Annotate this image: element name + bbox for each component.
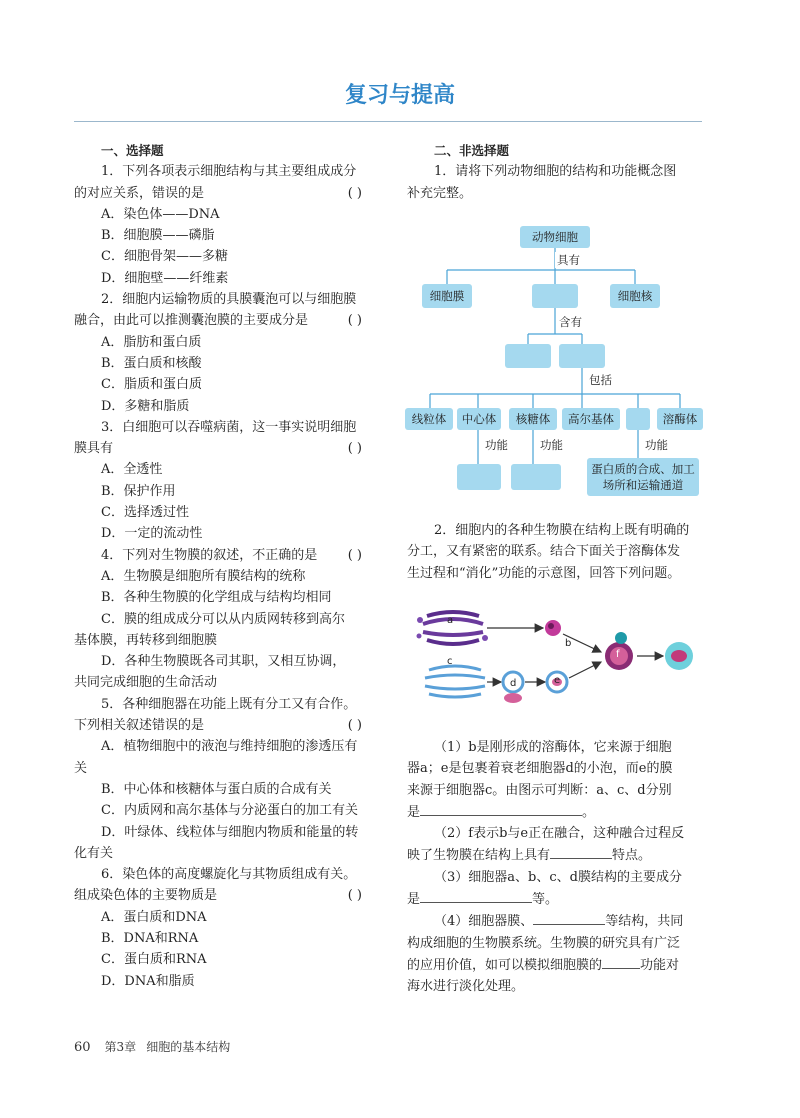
option: B．中心体和核糖体与蛋白质的合成有关 — [101, 781, 332, 797]
answer-bracket: ( ) — [347, 718, 362, 734]
option: C．内质网和高尔基体与分泌蛋白的加工有关 — [101, 803, 358, 819]
question-stem: 3．白细胞可以吞噬病菌，这一事实说明细胞 — [101, 419, 357, 435]
node-lysosome: 溶酶体 — [657, 408, 703, 430]
question-stem: 2．细胞内运输物质的具膜囊泡可以与细胞膜 — [101, 292, 357, 308]
endoplasmic-reticulum-c — [425, 666, 485, 697]
node-animal-cell: 动物细胞 — [520, 226, 590, 248]
answer-bracket: ( ) — [347, 441, 362, 457]
node-blank-2 — [559, 344, 605, 368]
option: C．细胞骨架——多糖 — [101, 249, 228, 265]
chapter-title: 细胞的基本结构 — [146, 1040, 231, 1054]
option: D．叶绿体、线粒体与细胞内物质和能量的转 — [101, 824, 359, 840]
answer-bracket: ( ) — [347, 888, 362, 904]
question-2-parts — [407, 737, 702, 998]
node-blank-er — [626, 408, 650, 430]
node-nucleus: 细胞核 — [610, 284, 660, 308]
label-function: 功能 — [485, 438, 508, 452]
question-stem: 1．请将下列动物细胞的结构和功能概念图 — [434, 164, 677, 180]
concept-map — [405, 222, 705, 502]
question-stem-cont: 下列相关叙述错误的是 ( ) — [74, 715, 374, 736]
question-stem-cont: 融合，由此可以推测囊泡膜的主要成分是 ( ) — [74, 310, 374, 331]
node-blank-cytoplasm — [532, 284, 578, 308]
option: A．脂肪和蛋白质 — [101, 334, 202, 350]
question-stem: 1．下列各项表示细胞结构与其主要组成成分 — [101, 164, 357, 180]
right-column-top — [407, 140, 702, 204]
subquestion-cont: 器a；e是包裹着衰老细胞器d的小泡，而e的膜 — [407, 761, 673, 777]
node-er-function: 蛋白质的合成、加工场所和运输通道 — [587, 458, 699, 496]
node-mitochondria: 线粒体 — [405, 408, 453, 430]
option: A．蛋白质和DNA — [101, 909, 207, 925]
node-ribosome: 核糖体 — [509, 408, 557, 430]
node-blank-fn1 — [457, 464, 501, 490]
option: C．选择透过性 — [101, 505, 189, 521]
option: D．一定的流动性 — [101, 526, 203, 542]
node-cell-membrane: 细胞膜 — [422, 284, 472, 308]
option: A．生物膜是细胞所有膜结构的统称 — [101, 568, 306, 584]
node-centrosome: 中心体 — [457, 408, 501, 430]
fig-label-f: f — [616, 649, 620, 660]
option-cont: 基体膜，再转移到细胞膜 — [74, 632, 218, 648]
label-function: 功能 — [645, 438, 668, 452]
subquestion-cont: 来源于细胞器c。由图示可判断：a、c、d分别 — [407, 782, 672, 798]
option-cont: 共同完成细胞的生命活动 — [74, 675, 218, 691]
subquestion-cont: 是 。 — [407, 801, 702, 823]
node-blank-1 — [505, 344, 551, 368]
option: C．蛋白质和RNA — [101, 952, 207, 968]
answer-blank[interactable] — [533, 910, 605, 925]
subquestion-cont: 海水进行淡化处理。 — [407, 979, 525, 995]
chapter-label: 第3章 — [104, 1040, 137, 1054]
question-stem-cont: 组成染色体的主要物质是 ( ) — [74, 885, 374, 906]
option: B．保护作用 — [101, 483, 176, 499]
fig-label-c: c — [447, 656, 453, 667]
option: D．多糖和脂质 — [101, 398, 190, 414]
option: D．各种生物膜既各司其职，又相互协调， — [101, 654, 346, 670]
fig-label-d: d — [510, 678, 517, 689]
question-stem: 2．细胞内的各种生物膜在结构上既有明确的 — [434, 523, 690, 538]
node-golgi: 高尔基体 — [562, 408, 620, 430]
page-title: 复习与提高 — [344, 83, 455, 108]
label-contains: 含有 — [559, 315, 582, 329]
fig-label-b: b — [565, 638, 572, 649]
option-cont: 关 — [74, 760, 88, 776]
question-stem-cont: 膜具有 ( ) — [74, 438, 374, 459]
question-stem: 4．下列对生物膜的叙述，不正确的是 ( ) — [74, 545, 374, 566]
question-stem-cont: 的对应关系，错误的是 ( ) — [74, 183, 374, 204]
question-stem-cont: 分工，又有紧密的联系。结合下面关于溶酶体发 — [407, 544, 681, 560]
option: B．DNA和RNA — [101, 930, 199, 946]
subquestion-cont: 的应用价值，如可以模拟细胞膜的 功能对 — [407, 954, 702, 976]
page-footer — [74, 1038, 230, 1055]
option: D．细胞壁——纤维素 — [101, 270, 229, 286]
label-includes: 包括 — [589, 373, 612, 387]
answer-blank[interactable] — [602, 954, 640, 969]
option: B．细胞膜——磷脂 — [101, 228, 215, 244]
lysosome-diagram — [415, 608, 705, 718]
question-2-intro — [407, 520, 702, 584]
option-cont: 化有关 — [74, 845, 114, 861]
answer-bracket: ( ) — [347, 547, 362, 563]
subquestion: （2）f表示b与e正在融合，这种融合过程反 — [434, 826, 685, 842]
option: C．脂质和蛋白质 — [101, 377, 202, 393]
question-stem-cont: 补充完整。 — [407, 185, 473, 201]
label-has: 具有 — [557, 253, 580, 267]
subquestion: （1）b是刚形成的溶酶体，它来源于细胞 — [434, 740, 672, 755]
section-heading: 二、非选择题 — [434, 143, 510, 158]
option: A．全透性 — [101, 462, 163, 478]
option: A．植物细胞中的液泡与维持细胞的渗透压有 — [101, 739, 358, 755]
question-stem-cont: 生过程和“消化”功能的示意图，回答下列问题。 — [407, 565, 681, 581]
node-blank-fn2 — [511, 464, 561, 490]
subquestion: （3）细胞器a、b、c、d膜结构的主要成分 — [434, 869, 682, 885]
subquestion-cont: 构成细胞的生物膜系统。生物膜的研究具有广泛 — [407, 935, 681, 951]
title-divider — [74, 121, 702, 122]
answer-bracket: ( ) — [347, 313, 362, 329]
fig-label-e: e — [554, 675, 561, 686]
option: B．蛋白质和核酸 — [101, 355, 202, 371]
answer-blank[interactable] — [550, 844, 612, 859]
option: B．各种生物膜的化学组成与结构均相同 — [101, 590, 332, 606]
question-stem: 5．各种细胞器在功能上既有分工又有合作。 — [101, 696, 357, 712]
subquestion-cont: 是 等。 — [407, 888, 702, 910]
subquestion-cont: 映了生物膜在结构上具有 特点。 — [407, 844, 702, 866]
answer-bracket: ( ) — [347, 185, 362, 201]
answer-blank[interactable] — [420, 801, 582, 816]
lysosome-figure — [415, 608, 705, 718]
subquestion: （4）细胞器膜、 等结构，共同 — [407, 910, 702, 932]
option: C．膜的组成成分可以从内质网转移到高尔 — [101, 611, 345, 627]
option: D．DNA和脂质 — [101, 973, 195, 989]
section-heading: 一、选择题 — [101, 143, 164, 158]
left-column — [74, 140, 374, 992]
page-number: 60 — [74, 1040, 91, 1055]
label-function: 功能 — [540, 438, 563, 452]
option: A．染色体——DNA — [101, 206, 220, 222]
fig-label-a: a — [447, 615, 454, 626]
answer-blank[interactable] — [420, 888, 532, 903]
question-stem: 6．染色体的高度螺旋化与其物质组成有关。 — [101, 867, 357, 883]
